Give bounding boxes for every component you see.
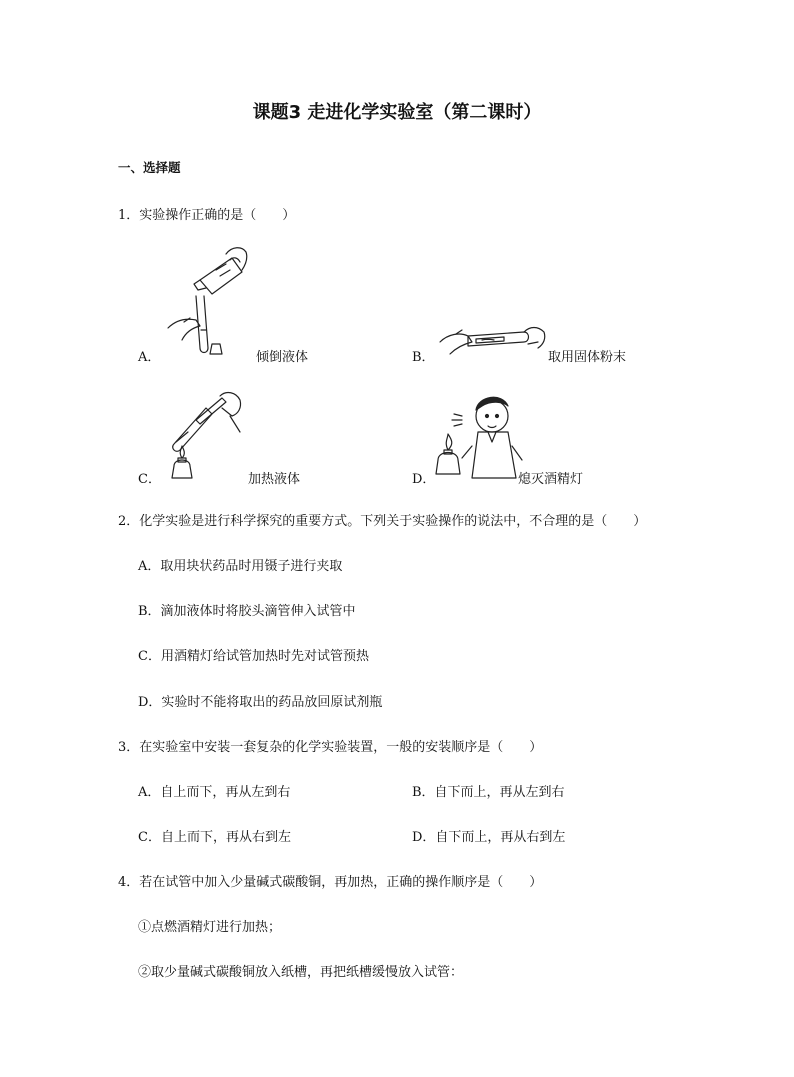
q2-option-a: A．取用块状药品时用镊子进行夹取 xyxy=(138,559,343,574)
q3-option-b: B．自下而上，再从左到右 xyxy=(412,785,565,800)
section-heading-choice: 一、选择题 xyxy=(118,160,181,175)
q1-option-d-caption: 熄灭酒精灯 xyxy=(518,472,584,487)
take-powder-figure xyxy=(438,318,548,360)
q1-option-a-letter: A． xyxy=(138,350,161,365)
q1-option-d-letter: D． xyxy=(412,472,436,487)
q2-option-c: C．用酒精灯给试管加热时先对试管预热 xyxy=(138,649,369,664)
question-1-stem: 1．实验操作正确的是（ ） xyxy=(118,208,296,223)
q4-step-2: ②取少量碱式碳酸铜放入纸槽，再把纸槽缓慢放入试管： xyxy=(138,965,464,980)
pour-liquid-figure xyxy=(160,240,250,360)
q4-step-1: ①点燃酒精灯进行加热； xyxy=(138,920,282,935)
question-2-stem: 2．化学实验是进行科学探究的重要方式。下列关于实验操作的说法中，不合理的是（ ） xyxy=(118,514,647,529)
q3-option-c: C．自上而下，再从右到左 xyxy=(138,830,291,845)
question-3-stem: 3．在实验室中安装一套复杂的化学实验装置，一般的安装顺序是（ ） xyxy=(118,740,543,755)
q1-option-b-caption: 取用固体粉末 xyxy=(548,350,627,365)
q1-option-b-letter: B． xyxy=(412,350,435,365)
q3-option-a: A．自上而下，再从左到右 xyxy=(138,785,291,800)
question-4-stem: 4．若在试管中加入少量碱式碳酸铜，再加热，正确的操作顺序是（ ） xyxy=(118,875,543,890)
q1-option-c-letter: C． xyxy=(138,472,161,487)
q2-option-d: D．实验时不能将取出的药品放回原试剂瓶 xyxy=(138,695,383,710)
q2-option-b: B．滴加液体时将胶头滴管伸入试管中 xyxy=(138,604,356,619)
q1-option-a-caption: 倾倒液体 xyxy=(256,350,309,365)
q1-option-c-caption: 加热液体 xyxy=(248,472,301,487)
q3-option-d: D．自下而上，再从右到左 xyxy=(412,830,566,845)
page-title: 课题3 走进化学实验室（第二课时） xyxy=(252,102,542,123)
extinguish-lamp-figure xyxy=(432,386,532,486)
heat-liquid-figure xyxy=(160,388,250,484)
